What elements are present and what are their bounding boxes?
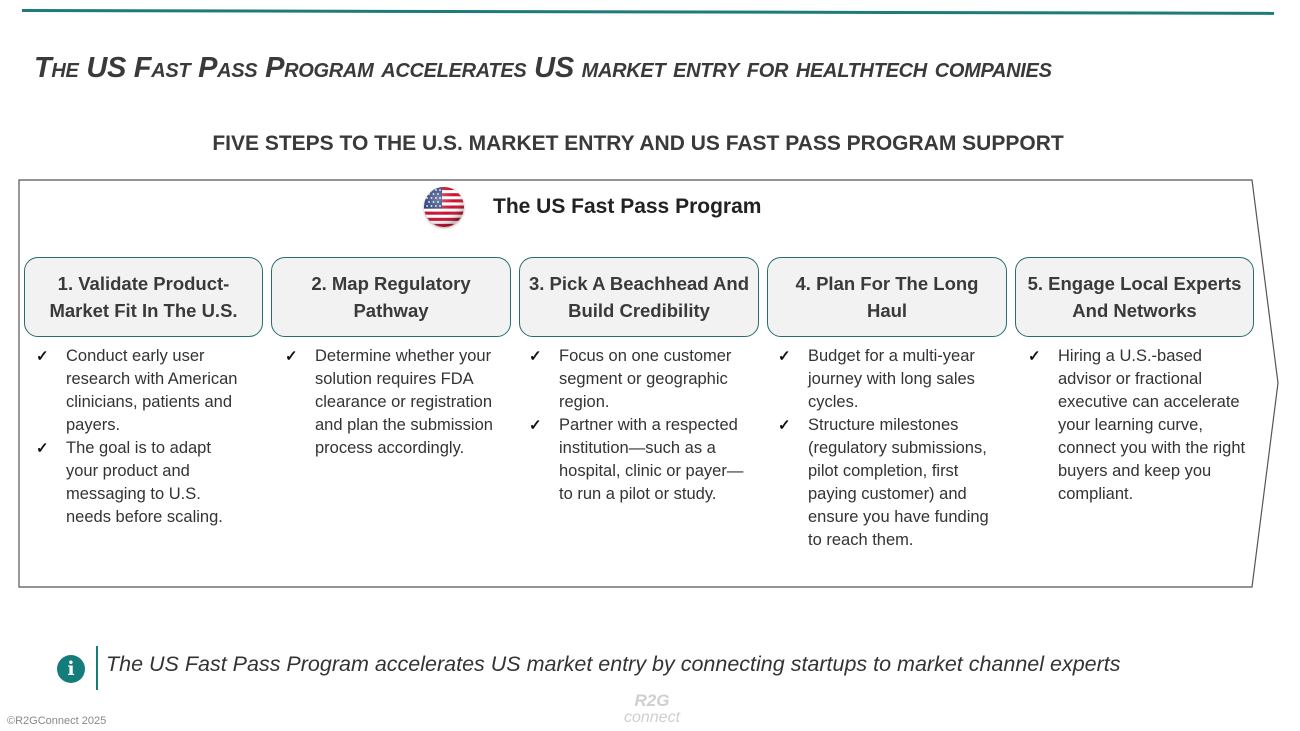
us-flag-icon xyxy=(424,187,464,227)
copyright: ©R2GConnect 2025 xyxy=(7,715,107,727)
step-4-bullets xyxy=(778,345,1006,552)
step-3-title: 3. Pick A Beachhead And Build Credibility xyxy=(528,273,749,321)
info-divider xyxy=(96,646,98,690)
info-text: The US Fast Pass Program accelerates US market entry by connecting startups to market channel experts xyxy=(106,652,1121,676)
program-title: The US Fast Pass Program xyxy=(493,195,762,218)
checkmark-icon: ✓ xyxy=(36,440,49,457)
list-item: ✓ Partner with a respected institution—such as a hospital, clinic or payer—to run a pilot or study. xyxy=(529,416,744,503)
step-4-box xyxy=(767,257,1007,337)
checkmark-icon: ✓ xyxy=(36,348,49,365)
checkmark-icon: ✓ xyxy=(529,417,542,434)
checkmark-icon: ✓ xyxy=(529,348,542,365)
page-title: The US Fast Pass Program accelerates US market entry for healthtech companies xyxy=(34,52,1052,84)
step-4-title: 4. Plan For The Long Haul xyxy=(795,273,979,321)
list-item: ✓ Focus on one customer segment or geographic region. xyxy=(529,347,732,411)
logo-line-2: connect xyxy=(623,709,681,726)
step-1-bullets xyxy=(36,345,246,529)
step-5-box xyxy=(1015,257,1254,337)
list-item: ✓ Structure milestones (regulatory submissions, pilot completion, first paying customer) and ensure you have funding to reach them. xyxy=(778,416,989,549)
checkmark-icon: ✓ xyxy=(778,348,791,365)
r2g-connect-logo xyxy=(620,692,684,726)
top-rule xyxy=(22,9,1274,15)
step-5-bullets xyxy=(1028,345,1250,506)
checkmark-icon: ✓ xyxy=(1028,348,1041,365)
step-2-bullets xyxy=(285,345,503,460)
checkmark-icon: ✓ xyxy=(285,348,298,365)
list-item: ✓ Determine whether your solution requires FDA clearance or registration and plan the submission process accordingly. xyxy=(285,347,493,457)
step-2-title: 2. Map Regulatory Pathway xyxy=(311,273,471,321)
step-2-box xyxy=(271,257,511,337)
list-item: ✓ Budget for a multi-year journey with long sales cycles. xyxy=(778,347,975,411)
step-1-box xyxy=(24,257,263,337)
page-subtitle: FIVE STEPS TO THE U.S. MARKET ENTRY AND US FAST PASS PROGRAM SUPPORT xyxy=(212,132,1064,155)
checkmark-icon: ✓ xyxy=(778,417,791,434)
step-3-box xyxy=(519,257,759,337)
step-1-title: 1. Validate Product-Market Fit In The U.S. xyxy=(49,273,238,321)
logo-line-1: R2G xyxy=(634,691,670,710)
step-5-title: 5. Engage Local Experts And Networks xyxy=(1027,273,1242,321)
step-3-bullets xyxy=(529,345,751,506)
info-icon: i xyxy=(57,655,85,683)
list-item: ✓ Conduct early user research with American clinicians, patients and payers. xyxy=(36,347,238,434)
list-item: ✓ Hiring a U.S.-based advisor or fractional executive can accelerate your learning curve, connect you with the right buyers and keep you compliant. xyxy=(1028,347,1246,503)
list-item: ✓ The goal is to adapt your product and messaging to U.S. needs before scaling. xyxy=(36,439,223,526)
